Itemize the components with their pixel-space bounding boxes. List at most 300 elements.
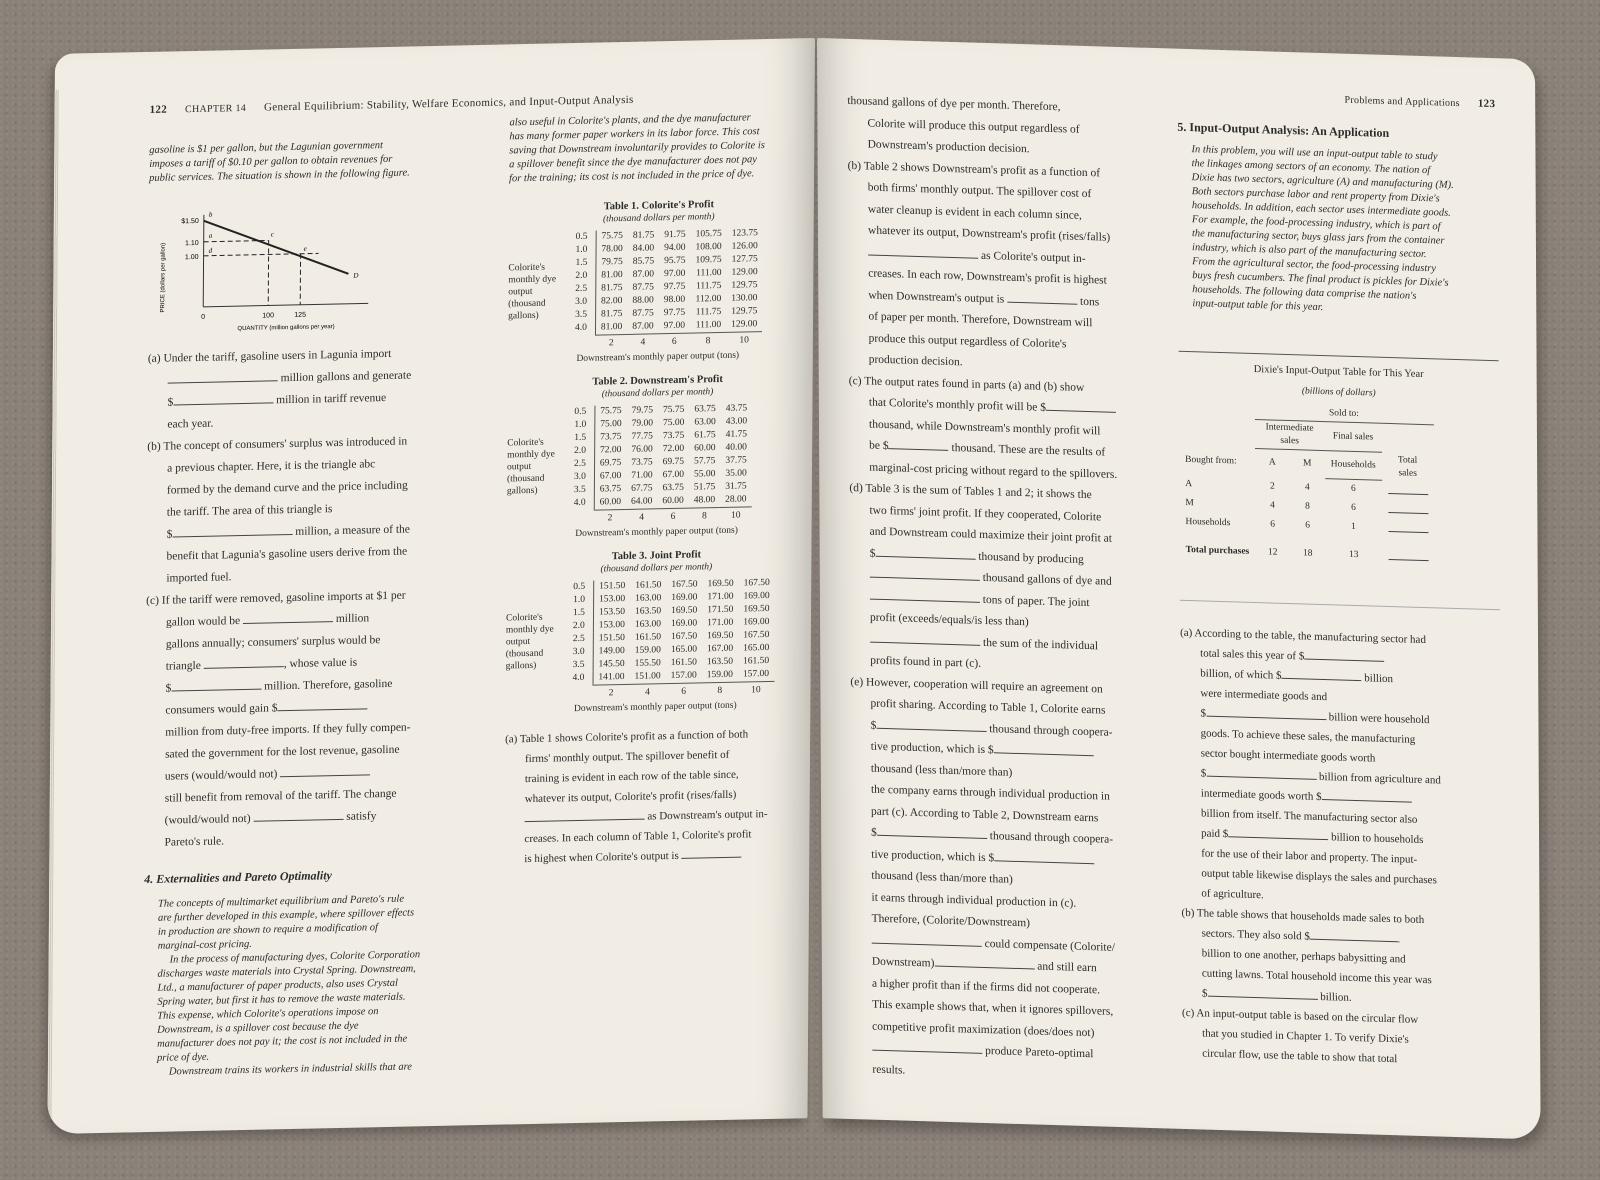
table-cell: 43.00 — [725, 416, 748, 427]
table-cell: 111.75 — [695, 280, 722, 292]
answer-blank[interactable] — [1228, 825, 1328, 840]
left-column — [143, 137, 470, 1080]
table-cell: 145.50 — [598, 659, 625, 670]
col-households-header: Households — [1325, 451, 1382, 481]
question-c-line: satisfy — [346, 810, 377, 823]
question-a-line: each year. — [167, 417, 214, 431]
answer-blank[interactable] — [889, 437, 949, 451]
row-label: 0.5 — [569, 406, 594, 420]
io-total-cell: 13 — [1348, 549, 1359, 560]
table-cell: 169.00 — [671, 592, 698, 604]
answer-blank[interactable] — [876, 716, 986, 731]
final-sales-header: Final sales — [1325, 422, 1382, 453]
table-cell: 81.00 — [601, 270, 623, 281]
right-text-line: Downstream's production decision. — [867, 138, 1030, 156]
io-question-line: $ — [1201, 986, 1208, 1000]
section-4-title: 4. Externalities and Pareto Optimality — [144, 868, 332, 887]
row-axis-caption-line: Colorite's — [507, 437, 544, 449]
right-text-line: profit (exceeds/equals/is less than) — [869, 611, 1029, 629]
section-4-line: are further developed in this example, where spillover effects — [157, 907, 415, 924]
right-column-2 — [1177, 111, 1502, 1072]
y-tick: 1.10 — [185, 239, 199, 248]
section-4-line: marginal-cost pricing. — [157, 938, 252, 952]
row-axis-caption — [506, 611, 568, 672]
answer-blank[interactable] — [681, 846, 741, 859]
right-text-line: profits found in part (c). — [870, 654, 982, 670]
question-b-line: million, a measure of the — [295, 523, 410, 538]
row-label: 2.5 — [568, 633, 593, 647]
io-question-line: billion were household — [1328, 710, 1430, 726]
table-cell: 87.00 — [632, 321, 654, 332]
answer-blank[interactable] — [1046, 399, 1116, 413]
right-text-line: $ — [870, 719, 877, 732]
row-label: 1.0 — [571, 244, 596, 258]
right-text-line: the sum of the individual — [982, 636, 1099, 652]
row-label: 1.5 — [570, 257, 595, 271]
row-label: 2.0 — [569, 445, 594, 459]
right-text-line: be $ — [869, 439, 889, 453]
table-cell: 40.00 — [725, 442, 747, 453]
point-label: b — [208, 210, 213, 219]
section-5-line: households. In addition, each sector uses intermediate goods. — [1191, 200, 1451, 219]
io-question-line: billion to one another, perhaps babysitting and — [1201, 946, 1406, 965]
table-cell: 169.50 — [743, 603, 770, 615]
row-label: 3.5 — [569, 484, 594, 498]
column-label: 10 — [738, 681, 774, 697]
question-c-line: gallon would be — [165, 615, 241, 629]
price-quantity-figure — [158, 203, 409, 338]
right-text-line: thousand (less than/more than) — [871, 869, 1013, 886]
right-text-line: profit sharing. According to Table 1, Colorite earns — [870, 697, 1106, 717]
row-label: 0.5 — [568, 581, 593, 595]
table-cell: 97.00 — [663, 320, 686, 332]
column-label: 8 — [690, 332, 726, 348]
right-text-line: could compensate (Colorite/ — [984, 937, 1115, 954]
column-label: 4 — [627, 334, 658, 350]
x-tick: 125 — [294, 311, 307, 319]
section-5-line: In this problem, you will use an input-output table to study — [1191, 144, 1438, 163]
section-4-line: Downstream, is a spillover cost because the dye — [157, 1020, 359, 1036]
table-title: Table 3. Joint Profit — [611, 549, 702, 563]
table-cell: 111.00 — [696, 267, 722, 279]
right-text-line: tive production, which is $ — [871, 848, 995, 864]
right-text-line: Downstream) — [871, 955, 935, 970]
row-axis-caption-line: Colorite's — [505, 612, 543, 624]
section-5-line: For example, the food-processing industry, which is part of — [1191, 214, 1441, 233]
table-cell: 73.75 — [631, 457, 653, 468]
table-cell: 171.00 — [707, 617, 734, 629]
table-cell: 72.00 — [662, 443, 685, 455]
io-cell: 8 — [1305, 500, 1310, 512]
section-5-line: the manufacturing sector, buys glass jars from the container — [1191, 228, 1445, 247]
intermediate-header: Intermediate sales — [1255, 419, 1325, 450]
section-4-line: Ltd., a manufacturer of paper products, also uses Crystal — [157, 977, 398, 994]
row-label: 2.5 — [569, 458, 594, 472]
table-cell: 67.00 — [599, 471, 622, 482]
intro-line: gasoline is $1 per gallon, but the Lagunian government — [149, 140, 383, 156]
table-cell: 123.75 — [731, 228, 758, 239]
total-sales-header: Total sales — [1397, 454, 1418, 479]
io-total-cell: 18 — [1302, 547, 1313, 559]
table-cell: 169.00 — [743, 590, 770, 602]
intro-line: imposes a tariff of $0.10 per gallon to obtain revenues for — [149, 153, 393, 170]
running-head-title: Problems and Applications — [1344, 94, 1460, 110]
table-cell: 75.00 — [662, 417, 685, 429]
row-label: 1.0 — [569, 419, 594, 433]
question-c-line: (would/would not) — [164, 812, 251, 827]
section-5-line: From the agricultural sector, the food-processing industry — [1192, 256, 1437, 275]
x-tick: 100 — [262, 312, 275, 320]
table-question-line: whatever its output, Colorite's profit (rises/falls) — [524, 788, 737, 806]
table-cell: 97.00 — [663, 268, 686, 280]
table-cell: 79.75 — [631, 405, 654, 416]
io-question-line: paid $ — [1201, 826, 1229, 840]
right-text-line: thousand through coopera- — [989, 830, 1114, 846]
table-cell: 155.50 — [634, 658, 661, 669]
io-question-line: billion — [1364, 671, 1394, 685]
table-subtitle: (thousand dollars per month) — [601, 387, 714, 400]
answer-blank[interactable] — [934, 954, 1034, 969]
point-label: d — [208, 246, 213, 255]
table-cell: 79.75 — [601, 257, 623, 268]
table-cell: 163.00 — [635, 593, 662, 604]
section-4-line: The concepts of multimarket equilibrium and Pareto's rule — [158, 893, 405, 910]
table-cell: 112.00 — [695, 293, 722, 305]
profit-table — [570, 227, 763, 351]
answer-blank[interactable] — [171, 678, 261, 692]
left-running-head — [150, 94, 634, 116]
answer-blank[interactable] — [870, 630, 980, 645]
row-label: 3.0 — [569, 471, 594, 485]
answer-blank[interactable] — [253, 808, 343, 822]
left-page — [47, 38, 815, 1134]
question-b-line: imported fuel. — [166, 571, 232, 585]
section-4-paragraph — [143, 891, 464, 1080]
row-label: 4.0 — [568, 672, 593, 686]
table-cell: 167.50 — [743, 629, 770, 641]
table-cell: 159.00 — [706, 669, 733, 681]
row-label: 0.5 — [571, 231, 596, 245]
question-c-line: (c) If the tariff were removed, gasoline imports at $1 per — [146, 589, 406, 608]
input-output-table-block — [1179, 351, 1500, 569]
answer-blank[interactable] — [877, 824, 987, 839]
io-question-line: $ — [1200, 706, 1207, 720]
io-question-line: (a) According to the table, the manufacturing sector had — [1180, 626, 1426, 646]
left-page-number: 122 — [149, 103, 168, 116]
spillover-line: a spillover benefit since the dye manufacturer does not pay — [509, 154, 757, 171]
right-text-line: it earns through individual production in (c). — [871, 891, 1077, 910]
spillover-line: has many former paper workers in its labor force. This cost — [509, 126, 760, 143]
table-cell: 161.50 — [635, 580, 662, 591]
row-label: 2.5 — [570, 283, 595, 297]
io-row-label: Households — [1185, 516, 1231, 528]
table-cell: 129.75 — [731, 280, 758, 291]
table-cell: 72.00 — [599, 445, 622, 456]
table-cell: 81.00 — [600, 322, 623, 333]
section-4-line: Spring water, but first it has to remove the waste materials. — [157, 991, 406, 1008]
right-text-line: when Downstream's output is — [868, 289, 1005, 306]
curve-label: D — [353, 271, 359, 280]
question-c-line: million from duty-free imports. If they fully compen- — [165, 721, 411, 739]
table-cell: 73.75 — [662, 430, 685, 442]
answer-blank[interactable] — [868, 243, 978, 258]
question-a-table1 — [504, 723, 805, 869]
row-axis-caption-line: output — [507, 461, 532, 473]
table-cell: 67.75 — [631, 483, 653, 494]
section-5-line: industry, which is also part of the manufacturing sector. — [1192, 242, 1427, 261]
column-label: 2 — [594, 509, 626, 525]
right-page — [817, 38, 1541, 1139]
answer-blank[interactable] — [1206, 764, 1316, 779]
table-cell: 171.00 — [707, 591, 734, 603]
table-cell: 169.00 — [671, 618, 698, 630]
row-axis-caption-line: (thousand — [506, 473, 545, 485]
table-cell: 95.75 — [664, 255, 686, 267]
profit-table-block — [508, 196, 809, 367]
row-label: 2.0 — [568, 620, 593, 634]
table-cell: 88.00 — [632, 295, 654, 306]
table-cell: 94.00 — [664, 242, 686, 254]
point-label: c — [270, 230, 274, 239]
table-cell: 63.75 — [662, 482, 684, 494]
question-c-line: triangle — [165, 659, 201, 673]
row-label: 3.5 — [568, 659, 593, 673]
answer-blank[interactable] — [870, 566, 980, 581]
table-cell: 69.75 — [662, 456, 685, 468]
table-cell: 71.00 — [631, 470, 653, 481]
table-cell: 127.75 — [731, 254, 758, 265]
profit-table — [569, 402, 753, 526]
table-cell: 91.75 — [664, 229, 686, 241]
spillover-line: for the training; its cost is not included in the price of dye. — [509, 168, 755, 185]
io-cell: 2 — [1269, 480, 1275, 492]
row-label: 3.0 — [570, 296, 595, 310]
row-label: 3.5 — [570, 309, 595, 323]
section-5-line: households. The following data comprise the nation's — [1192, 284, 1417, 302]
io-table-title: Dixie's Input-Output Table for This Year — [1253, 363, 1424, 381]
row-label: 1.0 — [568, 594, 593, 608]
answer-blank[interactable] — [1388, 519, 1428, 532]
io-question-line: of agriculture. — [1201, 886, 1264, 901]
row-axis-caption-line: gallons) — [505, 660, 537, 672]
answer-blank[interactable] — [243, 610, 333, 624]
right-text-line: two firms' joint profit. If they cooperated, Colorite — [869, 504, 1102, 523]
answer-blank[interactable] — [870, 587, 980, 602]
section-4-line: This expense, which Colorite's operations impose on — [157, 1006, 379, 1022]
table-cell: 130.00 — [731, 293, 758, 304]
io-cell: 6 — [1305, 519, 1310, 531]
row-axis-caption — [507, 436, 569, 497]
table-cell: 167.50 — [743, 577, 770, 589]
answer-blank[interactable] — [280, 763, 370, 777]
io-question-line: were intermediate goods and — [1200, 686, 1328, 703]
answer-blank[interactable] — [1207, 984, 1317, 999]
table-cell: 60.00 — [694, 443, 716, 454]
io-question-line: intermediate goods worth $ — [1200, 786, 1322, 803]
table-cell: 151.50 — [598, 632, 625, 644]
spillover-line: also useful in Colorite's plants, and the dye manufacturer — [509, 112, 751, 129]
io-cell: 4 — [1304, 481, 1310, 493]
right-text-line: as Colorite's output in- — [980, 249, 1086, 265]
right-text-line: water cleanup is evident in each column since, — [867, 203, 1082, 222]
answer-blank[interactable] — [875, 544, 975, 559]
row-axis-caption-line: (thousand — [505, 648, 544, 660]
answer-blank[interactable] — [173, 391, 273, 405]
table-cell: 149.00 — [598, 645, 625, 657]
column-label: 4 — [629, 684, 665, 700]
right-text-line: Therefore, (Colorite/Downstream) — [871, 912, 1031, 930]
answer-blank[interactable] — [525, 808, 645, 823]
x-axis-label: QUANTITY (million gallons per year) — [237, 324, 335, 333]
table-cell: 87.75 — [632, 282, 654, 293]
answer-blank[interactable] — [994, 849, 1094, 864]
x-tick: 0 — [201, 313, 206, 321]
table-cell: 163.00 — [634, 619, 662, 630]
table-cell: 87.75 — [632, 308, 654, 319]
table-cell: 81.75 — [600, 309, 623, 320]
column-axis-caption: Downstream's monthly paper output (tons) — [575, 525, 738, 540]
question-c-line: consumers would gain $ — [165, 702, 278, 717]
table-cell: 105.75 — [695, 228, 722, 240]
table-cell: 75.00 — [600, 419, 622, 430]
question-a-line: (a) Under the tariff, gasoline users in Lagunia import — [147, 347, 392, 365]
row-axis-caption — [508, 261, 570, 322]
right-text-line: thousand gallons of dye and — [982, 571, 1112, 588]
tariff-questions: (a) Under the tariff, gasoline users in Lagunia import million gallons and generate $ million in tariff revenue each year. (b) The concept of consumers' surplus was introduced in a previous chapter. Here, it is the triangle abc formed by the demand curve and the price including the tariff. The area of this triangle is $ million, a measure of the benefit that Lagunia's gasoline users derive from the imported fuel. (c) If the tariff were removed, gasoline imports at $1 per gallon would be million gallons annually; consumers' surplus would be triangle , whose value is $ million. Therefore, gasoline consumers would gain $ million from duty-free imports. If they fully compen- sated the government for the lost revenue, gasoline users (would/would not) still benefit from removal of the tariff. The change (would/would not) satisfy Pareto's rule. — [144, 341, 468, 854]
table-question-line: is highest when Colorite's output is — [524, 849, 679, 866]
right-text-line: creases. In each row, Downstream's profit is highest — [868, 267, 1107, 287]
table-cell: 169.50 — [707, 578, 734, 590]
answer-blank[interactable] — [1310, 927, 1400, 942]
question-c-line: , whose value is — [283, 656, 358, 671]
answer-blank[interactable] — [1388, 500, 1428, 513]
table-cell: 84.00 — [632, 243, 655, 254]
question-c-line: gallons annually; consumers' surplus would be — [165, 634, 381, 651]
row-label: 1.5 — [569, 432, 594, 446]
table-cell: 76.00 — [631, 444, 653, 455]
col-a-header: A — [1268, 457, 1276, 468]
column-label: 6 — [658, 333, 689, 349]
right-text-line: that Colorite's monthly profit will be $ — [868, 396, 1047, 414]
section-4-line: discharges waste materials into Crystal Spring. Downstream, — [157, 963, 416, 980]
column-label: 8 — [702, 682, 738, 698]
question-c-line: Pareto's rule. — [164, 835, 225, 849]
x-axis — [203, 303, 368, 306]
input-output-table — [1179, 402, 1434, 567]
answer-blank[interactable] — [1304, 647, 1384, 661]
table-cell: 35.00 — [725, 468, 747, 479]
table-cell: 63.00 — [694, 417, 716, 428]
table-cell: 61.75 — [694, 430, 716, 441]
column-labels-row — [569, 507, 752, 526]
spillover-line: saving that Downstream involuntarily provides to Colorite is — [509, 140, 765, 157]
column-label: 2 — [595, 334, 627, 350]
section-4-line: in production are shown to require a modification of — [157, 922, 379, 938]
table-question-line: firms' monthly output. The spillover benefit of — [524, 748, 730, 766]
y-axis-label: PRICE (dollars per gallon) — [160, 242, 167, 313]
table-cell: 98.00 — [663, 294, 686, 306]
section-5-line: Dixie has two sectors, agriculture (A) and manufacturing (M). — [1191, 172, 1454, 191]
io-question-line: goods. To achieve these sales, the manufacturing — [1200, 726, 1416, 746]
right-text-line: a higher profit than if the firms did not cooperate. — [871, 977, 1100, 996]
row-axis-caption-line: monthly dye — [507, 449, 555, 461]
section-5-title: 5. Input-Output Analysis: An Application — [1177, 119, 1390, 140]
io-question-line: (c) An input-output table is based on the circular flow — [1182, 1006, 1419, 1026]
right-text-line: results. — [872, 1063, 906, 1077]
section-5-line: buys fresh cucumbers. The final product is pickles for Dixie's — [1192, 270, 1449, 289]
answer-blank[interactable] — [1007, 290, 1077, 304]
io-question-line: sectors. They also sold $ — [1201, 926, 1310, 943]
right-text-line: (d) Table 3 is the sum of Tables 1 and 2; it shows the — [849, 481, 1092, 502]
answer-blank[interactable] — [204, 655, 284, 669]
table-subtitle: (thousand dollars per month) — [600, 562, 713, 575]
column-axis-caption: Downstream's monthly paper output (tons) — [573, 700, 737, 715]
table-cell: 111.75 — [695, 306, 722, 318]
row-axis-caption-line: gallons) — [508, 310, 539, 322]
right-text-line: $ — [869, 547, 876, 560]
answer-blank[interactable] — [994, 741, 1094, 756]
table-cell: 48.00 — [693, 495, 716, 506]
answer-blank[interactable] — [1281, 666, 1361, 680]
chapter-label: CHAPTER 14 — [184, 102, 247, 116]
table-cell: 81.75 — [601, 283, 623, 294]
bought-from-header: Bought from: — [1185, 454, 1237, 467]
table-cell: 163.50 — [706, 656, 734, 668]
column-label: 10 — [720, 507, 751, 523]
io-question-line: for the use of their labor and property. The input- — [1201, 846, 1418, 866]
table-cell: 60.00 — [599, 497, 622, 508]
table-cell: 141.00 — [598, 672, 625, 683]
row-label: 4.0 — [569, 497, 594, 511]
answer-blank[interactable] — [1388, 547, 1428, 560]
point-label: a — [208, 231, 213, 240]
column-label: 10 — [726, 332, 762, 348]
right-text-line: marginal-cost pricing without regard to the spillovers. — [869, 461, 1118, 481]
answer-blank[interactable] — [1388, 481, 1428, 494]
table-cell: 169.50 — [707, 630, 734, 642]
table-cell: 159.00 — [634, 645, 661, 656]
right-text-line: tive production, which is $ — [870, 740, 994, 757]
right-text-line: both firms' monthly output. The spillover cost of — [867, 181, 1092, 201]
answer-blank[interactable] — [278, 697, 368, 711]
io-table-subtitle: (billions of dollars) — [1301, 386, 1376, 399]
answer-blank[interactable] — [1206, 704, 1326, 720]
io-cell: 6 — [1270, 518, 1275, 530]
io-question-line: output table likewise displays the sales and purchases — [1201, 866, 1437, 886]
table-cell: 161.50 — [742, 655, 770, 667]
io-question-line: cutting lawns. Total household income this year was — [1201, 966, 1432, 986]
question-c-line: users (would/would not) — [164, 768, 278, 783]
io-question-line: billion from itself. The manufacturing sector also — [1200, 806, 1418, 826]
answer-blank[interactable] — [168, 369, 278, 383]
io-question-line: $ — [1200, 766, 1207, 780]
table-cell: 151.50 — [599, 580, 626, 592]
table-cell: 126.00 — [731, 241, 758, 252]
answer-blank[interactable] — [1322, 787, 1412, 802]
table-cell: 85.75 — [632, 256, 655, 267]
section-4-line: manufacturer does not pay it; the cost is not included in the — [157, 1033, 408, 1050]
table-cell: 77.75 — [631, 431, 653, 442]
answer-blank[interactable] — [872, 1039, 982, 1054]
right-text-line: thousand by producing — [978, 550, 1084, 566]
table-cell: 43.75 — [725, 403, 748, 414]
answer-blank[interactable] — [172, 523, 292, 538]
table-cell: 169.50 — [671, 605, 698, 617]
table-cell: 129.00 — [731, 319, 758, 330]
answer-blank[interactable] — [872, 931, 982, 946]
table-cell: 28.00 — [725, 494, 747, 505]
right-text-line: (b) Table 2 shows Downstream's profit as a function of — [847, 159, 1101, 179]
